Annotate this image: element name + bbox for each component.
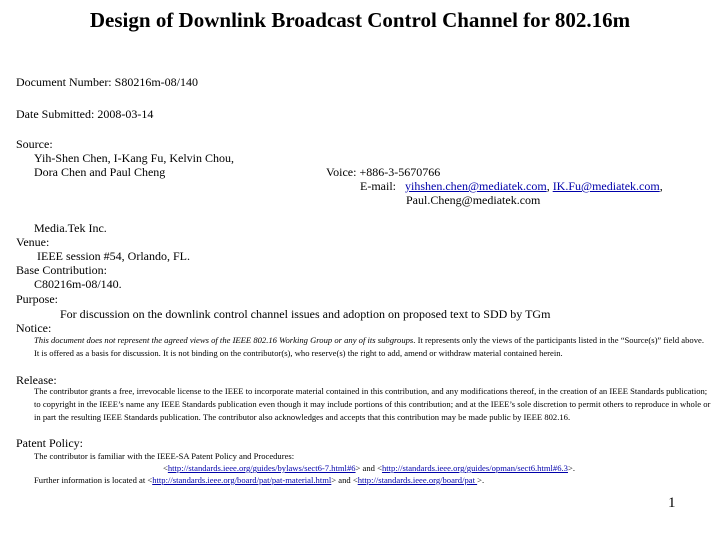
email-label: E-mail: [360,179,396,193]
document-number: Document Number: S80216m-08/140 [16,75,198,89]
notice-italic: This document does not represent the agreed views of the IEEE 802.16 Working Group or any of its subgroups [34,335,414,345]
date-submitted: Date Submitted: 2008-03-14 [16,107,154,121]
pat-board-link[interactable]: http://standards.ieee.org/board/pat [357,475,478,485]
release-label: Release: [16,373,57,387]
email-link-fu[interactable]: IK.Fu@mediatek.com [552,179,660,193]
bylaws-link[interactable]: http://standards.ieee.org/guides/bylaws/sect6-7.html#6 [167,463,356,473]
and-text: and < [360,463,382,473]
venue-value: IEEE session #54, Orlando, FL. [37,249,190,263]
further-info-text: Further information is located at < [34,475,153,485]
patent-policy-line2: <http://standards.ieee.org/guides/bylaws/sect6-7.html#6> and <http://standards.ieee.org/guides/opman/sect6.html#6.3>. [163,463,575,473]
affiliation: Media.Tek Inc. [34,221,107,235]
patent-policy-label: Patent Policy: [16,436,83,450]
notice-body: . It represents only the views of the participants listed in the “Source(s)” field above. It is offered as a basis for discussion. It is not binding on the contributor(s), who reserve(s) the right to add, amend or withdraw material contained herein. [34,335,704,358]
page-title: Design of Downlink Broadcast Control Channel for 802.16m [89,8,631,32]
base-contribution-value: C80216m-08/140. [34,277,122,291]
email-cheng: Paul.Cheng@mediatek.com [406,193,541,207]
patent-policy-line3: Further information is located at <http://standards.ieee.org/board/pat/pat-material.html> and <http://standards.ieee.org/board/pat >. [34,475,485,485]
email-contact: E-mail: yihshen.chen@mediatek.com, IK.Fu@mediatek.com, [360,179,663,193]
source-label: Source: [16,137,53,151]
email-link-chen[interactable]: yihshen.chen@mediatek.com [405,179,547,193]
notice-label: Notice: [16,321,52,335]
purpose-value: For discussion on the downlink control channel issues and adoption on proposed text to SDD by TGm [60,307,551,321]
release-text: The contributor grants a free, irrevocable license to the IEEE to incorporate material contained in this contribution, and any modifications thereof, in the creation of an IEEE Standards publication; to copyright in the IEEE’s name any IEEE Standards publication even though it may include portions of this contribution; and at the IEEE’s sole discretion to permit others to reproduce in whole or in part the resulting IEEE Standards publication. The contributor also acknowledges and accepts that this contribution may be made public by IEEE 802.16. [34,386,711,422]
purpose-label: Purpose: [16,292,58,306]
base-contribution-label: Base Contribution: [16,263,107,277]
pat-material-link[interactable]: http://standards.ieee.org/board/pat/pat-material.html [152,475,332,485]
source-authors-line2: Dora Chen and Paul Cheng [34,165,166,179]
opman-link[interactable]: http://standards.ieee.org/guides/opman/sect6.html#6.3 [381,463,568,473]
venue-label: Venue: [16,235,50,249]
source-authors-line1: Yih-Shen Chen, I-Kang Fu, Kelvin Chou, [34,151,234,165]
page-number: 1 [668,495,676,511]
voice-contact: Voice: +886-3-5670766 [326,165,441,179]
patent-policy-line1: The contributor is familiar with the IEEE-SA Patent Policy and Procedures: [34,451,295,461]
notice-text [34,334,710,360]
